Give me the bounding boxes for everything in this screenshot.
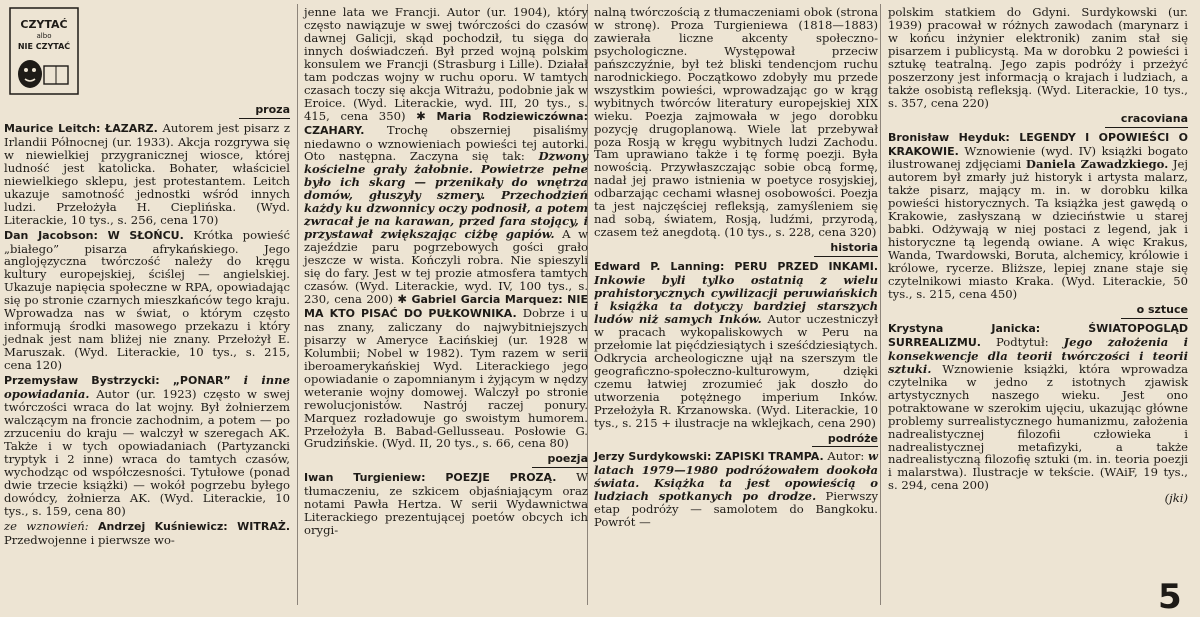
column-1 — [4, 100, 290, 546]
column-4 — [888, 6, 1188, 505]
review-text: Przedwojenne i pierwsze wo- — [4, 532, 175, 547]
review-title: Przemysław Bystrzycki: „PONAR” — [4, 374, 231, 388]
review-subtitle: i inne opowiadania. — [4, 373, 290, 402]
review-text: Pierwszy etap podróży — samolotem do Bangkoku. Powrót — — [594, 489, 878, 530]
review-title: Iwan Turgieniew: POEZJE PROZĄ. — [304, 471, 557, 485]
review-title: Edward P. Lanning: PERU PRZED INKAMI. — [594, 260, 878, 274]
review-text: jenne lata we Francji. Autor (ur. 1904), który często nawiązuje w swej twórczości do czasów dawnej Galicji, skąd pochodził, tu sięga do innych doświadczeń. Był przed wojną polskim konsulem we Francji (Strasburg i Lille). Działał tam podczas wojny w ruchu oporu. W tamtych czasach toczy się akcja Witrażu, podobnie jak w Eroice. (Wyd. Literackie, wyd. III, 20 tys., s. 415, cena 350) ✱ — [304, 5, 588, 123]
svg-text:albo: albo — [36, 32, 52, 40]
review-title: Gabriel Garcia Marquez: NIE MA KTO PISAĆ DO PUŁKOWNIKA. — [304, 292, 588, 320]
section-heading-cracoviana: cracoviana — [888, 113, 1188, 128]
review-text: nalną twórczością z tłumaczeniami obok (strona w stronę). Proza Turgieniewa (1818—1883) zawierała liczne akcenty społeczno-psychologiczne. Występował przeciw pańszczyźnie, był też bliski tendencjom ruchu narodnickiego. Początkowo zdobyły mu przede wszystkim powieści, wprowadzając go w krąg wybitnych twórców literatury europejskiej XIX wieku. Poezja zajmowała w jego dorobku pozycję drugoplanową. Wiele lat przebywał poza Rosją w kręgu wybitnych ludzi Zachodu. Tam uprawiano także i tę formę poezji. Była nowością. Przywłaszczając sobie obcą formę, nadał jej prawo istnienia w poetyce rosyjskiej, odbarzając cechami własnej osobowości. Poezja ta jest najczęściej refleksją, zamyśleniem się nad sobą, światem, Rosją, ludźmi, przyrodą, czasem też anegdotą. (10 tys., s. 228, cena 320) — [594, 5, 878, 240]
section-heading-poezja: poezja — [304, 453, 588, 468]
review-text: W tłumaczeniu, ze szkicem objaśniającym oraz notami Pawła Hertza. W serii Wydawnictwa Literackiego prezentującej poetów obcych ich orygi- — [304, 470, 589, 538]
review-kusniewicz-cont — [304, 6, 588, 450]
section-heading-historia: historia — [594, 242, 878, 257]
reprint-label: ze wznowień: — [4, 518, 89, 533]
review-surdykowski — [594, 450, 878, 529]
review-text: Krótka powieść „białego” pisarza afrykańskiego. Jego anglojęzyczna twórczość należy do kręgu kultury europejskiej, ściślej — angielskiej. Ukazuje napięcia społeczne w RPA, opowiadając się po stronie czarnych mieszkańców tego kraju. Wprowadza nas w świat, o którym często informują środki masowego przekazu i który jednak jest nam bliżej nie znany. Przełożył E. Maruszak. (Wyd. Literackie, 10 tys., s. 215, cena 120) — [4, 227, 290, 373]
author-signature: (jki) — [1164, 491, 1188, 506]
review-title: Maria Rodziewiczówna: CZAHARY. — [304, 109, 588, 137]
review-heyduk — [888, 131, 1188, 301]
section-heading-proza: proza — [4, 104, 290, 119]
review-lanning — [594, 260, 878, 429]
review-text: Wznowienie (wyd. IV) książki bogato ilustrowanej zdjęciami — [888, 143, 1188, 172]
review-text: Autor (ur. 1923) często w swej twórczości wraca do lat wojny. Był żołnierzem walczącym na froncie zachodnim, a potem — po zrzuceniu do kraju — walczył w szeregach AK. Także i w tych opowiadaniach (Partyzancki tryptyk i 2 inne) wraca do tamtych czasów, wychodząc od współczesności. Tytułowe (ponad dwie trzecie książki) — wokół pogrzebu byłego dowódcy, żołnierza AK. (Wyd. Literackie, 10 tys., s. 159, cena 80) — [4, 387, 290, 518]
review-surdykowski-cont — [888, 6, 1188, 110]
page-number: 5 — [1158, 577, 1182, 617]
review-quote: Jego założenia i konsekwencje dla teorii twórczości i teorii sztuki. — [888, 334, 1189, 376]
review-turgieniew — [304, 471, 588, 537]
review-text: Jej autorem był zmarły już historyk i artysta malarz, także pisarz, mający m. in. w dorobku kilka powieści historycznych. Ta książka jest gawędą o Krakowie, zasłyszaną w dzieciństwie u starej babki. Odżywają w niej postaci z legend, jak i historyczne tą legendą owiane. A więc Krakus, Wanda, Twardowski, Boruta, alchemicy, królowie i królowe, rycerze. Bliższe, lepiej znane staje się czytelnikowi miasto Kraka. (Wyd. Literackie, 50 tys., s. 215, cena 450) — [888, 157, 1188, 302]
review-text: polskim statkiem do Gdyni. Surdykowski (ur. 1939) pracował w różnych zawodach (marynarz i w końcu inżynier elektronik) zanim stał się pisarzem i publicystą. Ma w dorobku 2 powieści i sztukę teatralną. Jego zapis podróży i przeżyć poszerzony jest informacją o krajach i ludziach, a także osobistą refleksją. (Wyd. Literackie, 10 tys., s. 357, cena 220) — [888, 5, 1188, 110]
review-title: Dan Jacobson: W SŁOŃCU. — [4, 228, 184, 242]
review-quote: Dzwony kościelne grały żałobnie. Powietrze pełne było ich skarg — przenikały do wnętrza domów, głuszyły szmery. Przechodzień każdy ku dzwonnicy oczy podnosił, a potem zwracał je na karawan, przed fara stojący, i przystawał zwiększając ciżbę gapiów. — [304, 149, 588, 242]
svg-text:CZYTAĆ: CZYTAĆ — [20, 18, 68, 31]
photographer-name: Daniela Zawadzkiego. — [1025, 157, 1169, 172]
svg-text:NIE CZYTAĆ: NIE CZYTAĆ — [17, 42, 71, 51]
review-text: Autorem jest pisarz z Irlandii Północnej (ur. 1933). Akcja rozgrywa się w niewielkiej przygranicznej wiosce, której ludność jest katolicka. Bohater, właściciel niewielkiego sklepu, jest protestantem. Leitch ukazuje samotność jednostki wśród innych ludzi. Przełożyła H. Cieplińska. (Wyd. Literackie, 10 tys., s. 256, cena 170) — [4, 120, 291, 227]
section-heading-o-sztuce: o sztuce — [888, 304, 1188, 319]
review-quote: w latach 1979—1980 podróżowałem dookoła świata. Książka ta jest opowieścią o ludziach spotkanych po drodze. — [594, 449, 879, 504]
review-text: Trochę obszerniej pisaliśmy niedawno o wznowieniach powieści tej autorki. Oto następna. Zaczyna się tak: — [304, 122, 589, 164]
column-2 — [304, 6, 588, 537]
review-text: Podtytuł: — [995, 334, 1049, 349]
review-title: Andrzej Kuśniewicz: WITRAŻ. — [97, 519, 291, 533]
review-turgieniew-cont — [594, 6, 878, 239]
column-rule — [880, 4, 881, 605]
review-title: Krystyna Janicka: ŚWIATOPOGLĄD SURREALIZMU. — [888, 321, 1188, 349]
review-bystrzycki — [4, 374, 290, 517]
review-text: Autor: — [827, 449, 865, 464]
review-text: Wznowienie książki, która wprowadza czytelnika w jedno z istotnych zjawisk artystycznych naszego wieku. Jest ono potraktowane w szerokim ujęciu, ukazując główne problemy surrealistycznego humanizmu, założenia nadrealistycznej filozofii człowieka i nadrealistycznej metafizyki, a także nadrealistyczną filozofię sztuki (m. in. teoria poezji i malarstwa). Ilustracje w tekście. (WAiF, 19 tys., s. 294, cena 200) — [888, 361, 1188, 493]
review-text: A w zajeździe paru pogrzebowych gości grało jeszcze w wista. Kończyli robra. Nie spieszyli się do fary. Jest w tej prozie atmosfera tamtych czasów. (Wyd. Literackie, wyd. IV, 100 tys., s. 230, cena 200) ✱ — [304, 227, 589, 306]
review-jacobson — [4, 229, 290, 372]
section-heading-podroze: podróże — [594, 433, 878, 448]
review-text: Dobrze i u nas znany, zaliczany do najwybitniejszych pisarzy w Ameryce Łacińskiej (ur. 1928 w Kolumbii; Nobel w 1982). Tym razem w serii iberoamerykańskiej Wyd. Literackiego jego opowiadanie o zapomnianym i żyjącym w nędzy weteranie wojny domowej. Walczył po stronie rewolucjonistów. Nastrój raczej ponury. Marquez rozładowuje go swoistym humorem. Przełożyła B. Babad-Gellusseau. Posłowie G. Grudzińskie. (Wyd. II, 20 tys., s. 66, cena 80) — [304, 305, 588, 451]
column-3 — [594, 6, 878, 529]
review-quote: Inkowie byli tylko ostatnią z wielu prahistorycznych cywilizacji peruwiańskich i książka ta dotyczy bardziej starszych ludów niż samych Inków. — [594, 273, 878, 326]
review-title: Maurice Leitch: ŁAZARZ. — [4, 121, 158, 135]
reader-face-icon — [18, 60, 68, 88]
review-title: Bronisław Heyduk: LEGENDY I OPOWIEŚCI O KRAKOWIE. — [888, 130, 1188, 158]
column-rule — [297, 4, 298, 605]
review-leitch — [4, 122, 290, 227]
review-kusniewicz — [4, 520, 290, 547]
review-text: Autor uczestniczył w pracach wykopaliskowych w Peru na przełomie lat pięćdziesiątych i sześćdziesiątych. Odkrycia archeologiczne ujął na szerszym tle geograficzno-społeczno-kulturowym, dzięki czemu łatwiej zrozumieć jak doszło do utworzenia potężnego imperium Inków. Przełożyła R. Krzanowska. (Wyd. Literackie, 10 tys., s. 215 + ilustracje na wklejkach, cena 290) — [594, 311, 878, 430]
review-title: Jerzy Surdykowski: ZAPISKI TRAMPA. — [594, 450, 824, 464]
czytac-logo — [8, 6, 80, 96]
review-janicka — [888, 322, 1188, 492]
